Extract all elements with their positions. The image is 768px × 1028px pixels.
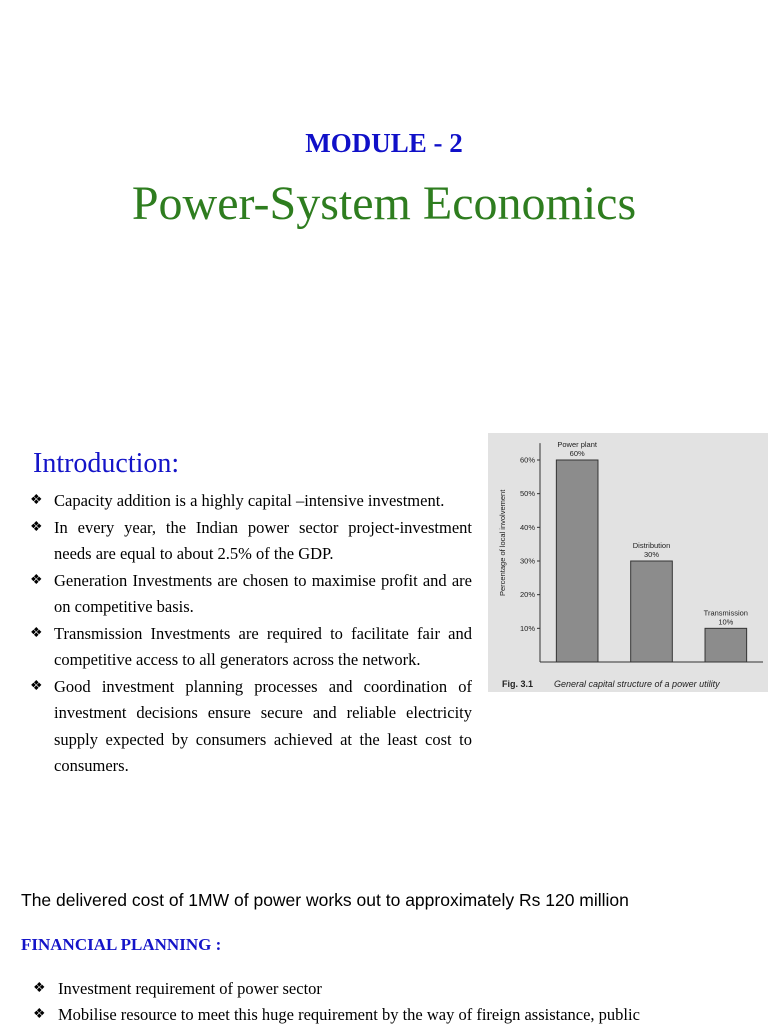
capital-structure-figure	[488, 433, 768, 692]
diamond-bullet-icon: ❖	[30, 572, 43, 588]
bar-category-label: Power plant	[557, 440, 597, 449]
financial-planning-list	[33, 976, 763, 1028]
y-tick-label: 40%	[519, 522, 535, 532]
list-item: ❖ Transmission Investments are required to facilitate fair and competitive access to all generators across the network.	[30, 621, 472, 674]
cost-statement: The delivered cost of 1MW of power works out to approximately Rs 120 million	[21, 890, 629, 910]
y-tick-label: 50%	[519, 489, 535, 499]
introduction-heading: Introduction:	[33, 448, 180, 479]
y-tick-label: 30%	[519, 556, 535, 566]
bar-value-label: 60%	[569, 449, 585, 458]
list-item: ❖ Generation Investments are chosen to maximise profit and are on competitive basis.	[30, 568, 472, 621]
diamond-bullet-icon: ❖	[30, 493, 43, 508]
bar	[631, 561, 673, 662]
y-tick-label: 60%	[519, 455, 535, 465]
list-item: ❖ Investment requirement of power sector	[33, 976, 763, 1002]
bar-chart	[488, 433, 768, 692]
y-axis-label: Percentage of local involvement	[498, 489, 507, 596]
introduction-list	[30, 488, 472, 780]
y-tick-label: 20%	[519, 590, 535, 600]
bar-value-label: 30%	[643, 550, 660, 559]
list-item: ❖ Good investment planning processes and coordination of investment decisions ensure secure and reliable electricity supply expected by consumers achieved at the least cost to consumers.	[30, 674, 472, 780]
bar	[556, 460, 598, 662]
bar-category-label: Transmission	[703, 608, 748, 618]
bar-category-label: Distribution	[632, 541, 671, 550]
bar-value-label: 10%	[718, 617, 734, 627]
list-item: ❖ In every year, the Indian power sector project-investment needs are equal to about 2.5% of the GDP.	[30, 515, 472, 568]
list-item: ❖ Capacity addition is a highly capital –intensive investment.	[30, 488, 472, 515]
diamond-bullet-icon: ❖	[33, 1007, 46, 1022]
diamond-bullet-icon: ❖	[33, 981, 46, 996]
y-tick-label: 10%	[519, 623, 535, 633]
diamond-bullet-icon: ❖	[30, 678, 43, 694]
module-label: MODULE - 2	[305, 128, 463, 158]
list-item: ❖ Mobilise resource to meet this huge requirement by the way of fireign assistance, public	[33, 1002, 763, 1028]
bar	[705, 628, 747, 662]
figure-caption-label: Fig. 3.1	[502, 679, 534, 689]
financial-planning-heading: FINANCIAL PLANNING :	[21, 935, 222, 954]
diamond-bullet-icon: ❖	[30, 519, 43, 535]
diamond-bullet-icon: ❖	[30, 625, 43, 641]
figure-caption-text: General capital structure of a power utility	[554, 679, 720, 689]
page-title: Power-System Economics	[131, 177, 637, 230]
